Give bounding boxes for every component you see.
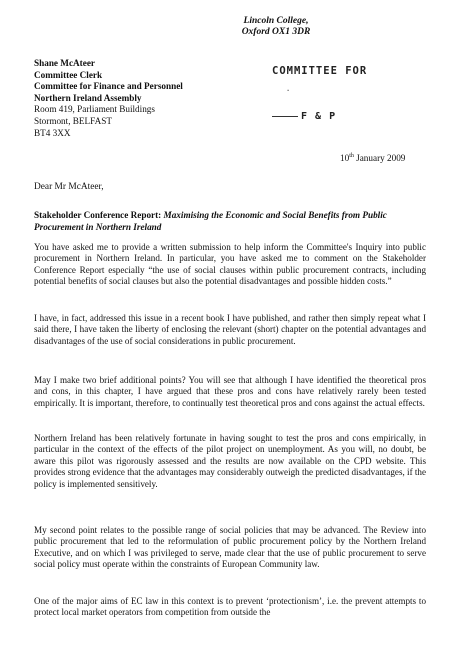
- sender-line-1: Lincoln College,: [243, 16, 309, 26]
- stamp-line-1: COMMITTEE FOR: [272, 65, 368, 77]
- paragraph-2: I have, in fact, addressed this issue in a recent book I have published, and rather then simply repeat what I said there, I have taken the liberty of enclosing the relevant (short) chapter on the potential advantages and disadvantages of the use of social considerations in public procurement.: [34, 313, 426, 346]
- recipient-committee: Committee for Finance and Personnel: [34, 81, 183, 92]
- sender-address: [0, 16, 454, 38]
- recipient-address: [34, 58, 254, 139]
- sender-line-2: Oxford OX1 3DR: [241, 27, 311, 37]
- stamp-mark: ·: [286, 87, 292, 95]
- subject-lead: Stakeholder Conference Report:: [34, 210, 164, 220]
- recipient-town: Stormont, BELFAST: [34, 115, 112, 126]
- paragraph-5: My second point relates to the possible range of social policies that may be advanced. The Review into public procurement that led to the reformulation of public procurement policy by the Northern Ireland Executive, and on which I was privileged to serve, made clear that the use of public procurement to serve social policy must operate within the constraints of European Community law.: [34, 525, 426, 570]
- date-rest: January 2009: [353, 153, 406, 164]
- stamp-rule: [272, 116, 298, 117]
- date-day: 10: [340, 153, 350, 164]
- paragraph-4: Northern Ireland has been relatively fortunate in having sought to test the pros and cons empirically, in particular in the context of the effects of the pilot project on unemployment. As you will, no doubt, be aware this pilot was rigorously assessed and the results are now available on the CPD website. This provides strong evidence that the advantages may considerably outweigh the predicted disadvantages, if the policy is implemented sensitively.: [34, 433, 426, 489]
- subject-title: Maximising the Economic and Social Benefits from Public Procurement in Northern Ireland: [34, 210, 387, 232]
- stamp-line-2-wrap: [272, 111, 336, 122]
- letter-date: [340, 153, 405, 163]
- subject-line: [34, 210, 424, 233]
- recipient-postcode: BT4 3XX: [34, 127, 71, 138]
- recipient-room: Room 419, Parliament Buildings: [34, 104, 155, 115]
- paragraph-1: You have asked me to provide a written submission to help inform the Committee's Inquiry into public procurement in Northern Ireland. In particular, you have asked me to comment on the Stakeholder Conference Report especially “the use of social clauses within public procurement contracts, including potential benefits of social clauses but also the potential disadvantages and possible hidden costs.”: [34, 242, 426, 287]
- recipient-assembly: Northern Ireland Assembly: [34, 92, 142, 103]
- paragraph-3: May I make two brief additional points? You will see that although I have identified the theoretical pros and cons, in this chapter, I have argued that these pros and cons have relatively rarely been tested empirically. It is important, therefore, to continually test theoretical pros and cons against the actual effects.: [34, 375, 426, 408]
- paragraph-6: One of the major aims of EC law in this context is to prevent ‘protectionism’, i.e. the prevent attempts to protect local market operators from competition from outside the: [34, 596, 426, 618]
- date-suffix: th: [349, 153, 354, 159]
- recipient-name: Shane McAteer: [34, 58, 95, 68]
- salutation: Dear Mr McAteer,: [34, 182, 104, 192]
- recipient-title: Committee Clerk: [34, 69, 103, 80]
- stamp-line-2: F & P: [301, 111, 337, 122]
